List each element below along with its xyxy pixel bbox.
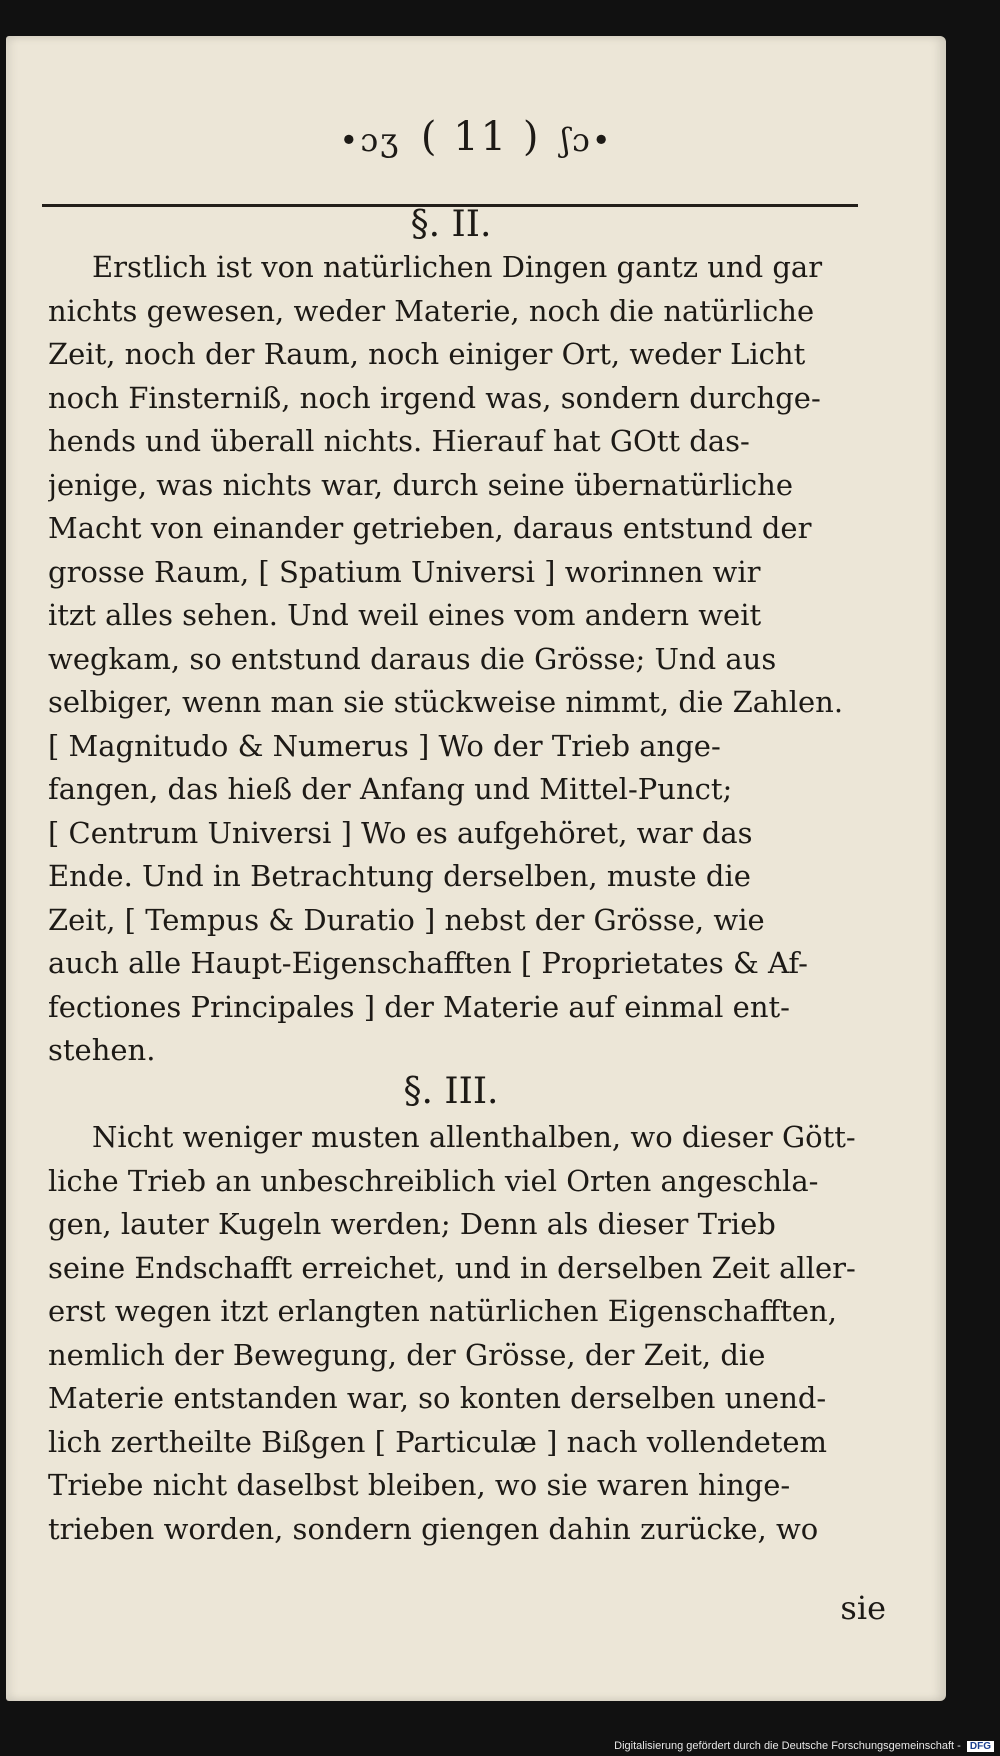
running-header — [6, 114, 946, 160]
section-ii-paragraph — [48, 246, 888, 1073]
text-line: erst wegen itzt erlangten natürlichen Eigenschafften, — [48, 1294, 837, 1328]
text-line: Zeit, noch der Raum, noch einiger Ort, weder Licht — [48, 337, 806, 371]
digitization-credit — [614, 1740, 994, 1752]
text-line: lich zertheilte Bißgen [ Particulæ ] nach vollendetem — [48, 1424, 828, 1459]
page-number: 11 — [453, 114, 509, 160]
section-title-ii: §. II. — [410, 204, 492, 245]
text-line: Ende. Und in Betrachtung derselben, muste die — [48, 859, 751, 893]
catchword: sie — [840, 1589, 886, 1627]
text-line: nichts gewesen, weder Materie, noch die natürliche — [48, 293, 815, 328]
digitization-credit-text: Digitalisierung gefördert durch die Deutsche Forschungsgemeinschaft - — [614, 1740, 961, 1752]
text-line: Zeit, [ Tempus & Duratio ] nebst der Grösse, wie — [48, 902, 765, 937]
text-line: Triebe nicht daselbst bleiben, wo sie waren hinge- — [48, 1468, 791, 1502]
text-line: Nicht weniger musten allenthalben, wo dieser Gött- — [92, 1120, 856, 1154]
text-line: [ Centrum Universi ] Wo es aufgehöret, war das — [48, 815, 753, 850]
text-line: noch Finsterniß, noch irgend was, sondern durchge- — [48, 380, 821, 415]
text-line: seine Endschafft erreichet, und in derselben Zeit aller- — [48, 1250, 856, 1285]
book-page — [6, 36, 946, 1701]
text-line: liche Trieb an unbeschreiblich viel Orten angeschla- — [48, 1163, 819, 1198]
text-line: jenige, was nichts war, durch seine übernatürliche — [48, 467, 794, 502]
text-line: wegkam, so entstund daraus die Grösse; Und aus — [48, 641, 777, 676]
dfg-logo: DFG — [967, 1741, 994, 1752]
text-line: Erstlich ist von natürlichen Dingen gantz und gar — [92, 250, 823, 284]
text-line: gen, lauter Kugeln werden; Denn als dieser Trieb — [48, 1207, 776, 1241]
text-line: selbiger, wenn man sie stückweise nimmt, die Zahlen. — [48, 685, 844, 719]
text-line: auch alle Haupt-Eigenschafften [ Proprietates & Af- — [48, 946, 808, 980]
page-number-close-paren: ) — [522, 114, 541, 160]
section-iii-paragraph — [48, 1116, 888, 1551]
text-line: hends und überall nichts. Hierauf hat GOtt das- — [48, 424, 750, 458]
text-line: grosse Raum, [ Spatium Universi ] worinnen wir — [48, 554, 761, 589]
text-line: stehen. — [48, 1033, 156, 1067]
text-line: [ Magnitudo & Numerus ] Wo der Trieb ange- — [48, 728, 721, 763]
section-title-iii: §. III. — [403, 1071, 499, 1112]
text-line: nemlich der Bewegung, der Grösse, der Zeit, die — [48, 1337, 766, 1372]
text-line: fangen, das hieß der Anfang und Mittel-Punct; — [48, 772, 733, 806]
text-line: Materie entstanden war, so konten derselben unend- — [48, 1381, 827, 1415]
page-number-open-paren: ( — [420, 114, 439, 160]
text-line: itzt alles sehen. Und weil eines vom andern weit — [48, 598, 762, 632]
text-line: fectiones Principales ] der Materie auf einmal ent- — [48, 989, 790, 1024]
text-line: Macht von einander getrieben, daraus entstund der — [48, 511, 812, 545]
header-ornament-left-icon: •ɔʒ — [339, 121, 401, 159]
header-ornament-right-icon: ʃɔ• — [561, 121, 613, 159]
text-line: trieben worden, sondern giengen dahin zurücke, wo — [48, 1511, 819, 1546]
